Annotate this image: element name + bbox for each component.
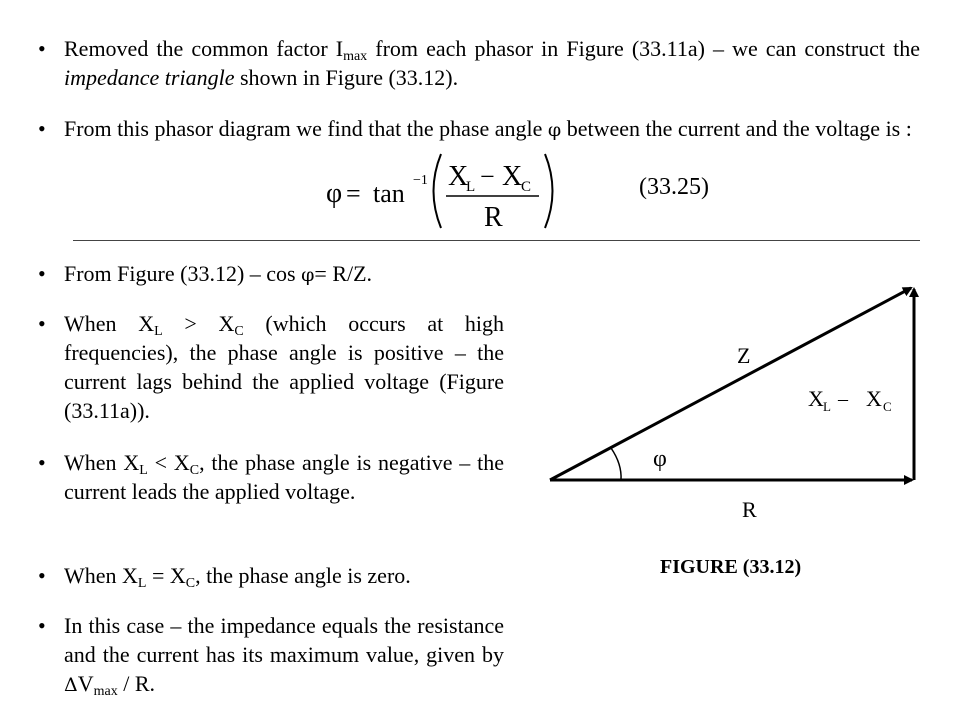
eq-phi: φ bbox=[326, 178, 343, 209]
bullet-marker: • bbox=[38, 261, 46, 286]
bullet-common-factor: • Removed the common factor $I_{max}$ from each phasor in Figure (33.11a) – we can construct the impedance triangle shown in Figure (33.12). bbox=[38, 36, 920, 90]
figure-caption: FIGURE (33.12) bbox=[660, 556, 802, 578]
right-paren bbox=[545, 154, 553, 228]
emphasis-impedance-triangle: impedance triangle bbox=[64, 65, 235, 90]
left-paren bbox=[434, 154, 442, 228]
impedance-triangle-diagram bbox=[540, 270, 940, 560]
bullet-xl-greater: • When $X_L > X_C$ (which occurs at high frequencies), the phase angle is positive – the current lags behind the applied voltage (Figure (33.11a)). bbox=[38, 311, 505, 423]
phase-angle-equation bbox=[320, 150, 570, 236]
bullet-marker: • bbox=[38, 563, 46, 588]
section-divider bbox=[73, 240, 920, 241]
bullet-max-current: • In this case – the impedance equals the resistance and the current has its maximum value, given by $\Delta V_{max}$ / R. bbox=[38, 613, 504, 699]
label-xl-xc-a: X bbox=[808, 386, 824, 411]
bullet-marker: • bbox=[38, 613, 46, 638]
label-xl-sub: L bbox=[823, 399, 831, 414]
label-xl-xc-b: X bbox=[866, 386, 882, 411]
eq-equals: = bbox=[346, 179, 361, 208]
bullet-marker: • bbox=[38, 311, 46, 336]
label-xc-sub: C bbox=[883, 399, 892, 414]
label-xl-xc-minus: – bbox=[838, 388, 848, 410]
label-r: R bbox=[742, 497, 757, 522]
bullet-cos-phi: • From Figure (33.12) – cos φ= R/Z. bbox=[38, 261, 373, 286]
svg-text:−: − bbox=[480, 162, 495, 191]
bullet-marker: • bbox=[38, 116, 46, 141]
svg-text:X: X bbox=[502, 161, 523, 192]
bullet-phase-angle: • From this phasor diagram we find that the phase angle φ between the current and the voltage is : bbox=[38, 116, 912, 141]
eq-tan: tan bbox=[373, 179, 405, 208]
svg-text:C: C bbox=[521, 179, 532, 195]
impedance-vector bbox=[550, 288, 911, 480]
equation-number: (33.25) bbox=[639, 174, 709, 200]
bullet-marker: • bbox=[38, 36, 46, 61]
phase-angle-arc bbox=[611, 448, 621, 480]
label-z: Z bbox=[737, 343, 751, 368]
svg-text:L: L bbox=[466, 179, 476, 195]
bullet-marker: • bbox=[38, 450, 46, 475]
svg-text:X: X bbox=[448, 161, 469, 192]
bullet-xl-equal: • When $X_L = X_C$, the phase angle is zero. bbox=[38, 563, 411, 591]
eq-inverse-exponent: −1 bbox=[413, 173, 428, 188]
bullet-xl-less: • When $X_L < X_C$, the phase angle is negative – the current leads the applied voltage. bbox=[38, 450, 505, 504]
label-phi: φ bbox=[653, 446, 667, 472]
svg-text:R: R bbox=[484, 202, 503, 233]
